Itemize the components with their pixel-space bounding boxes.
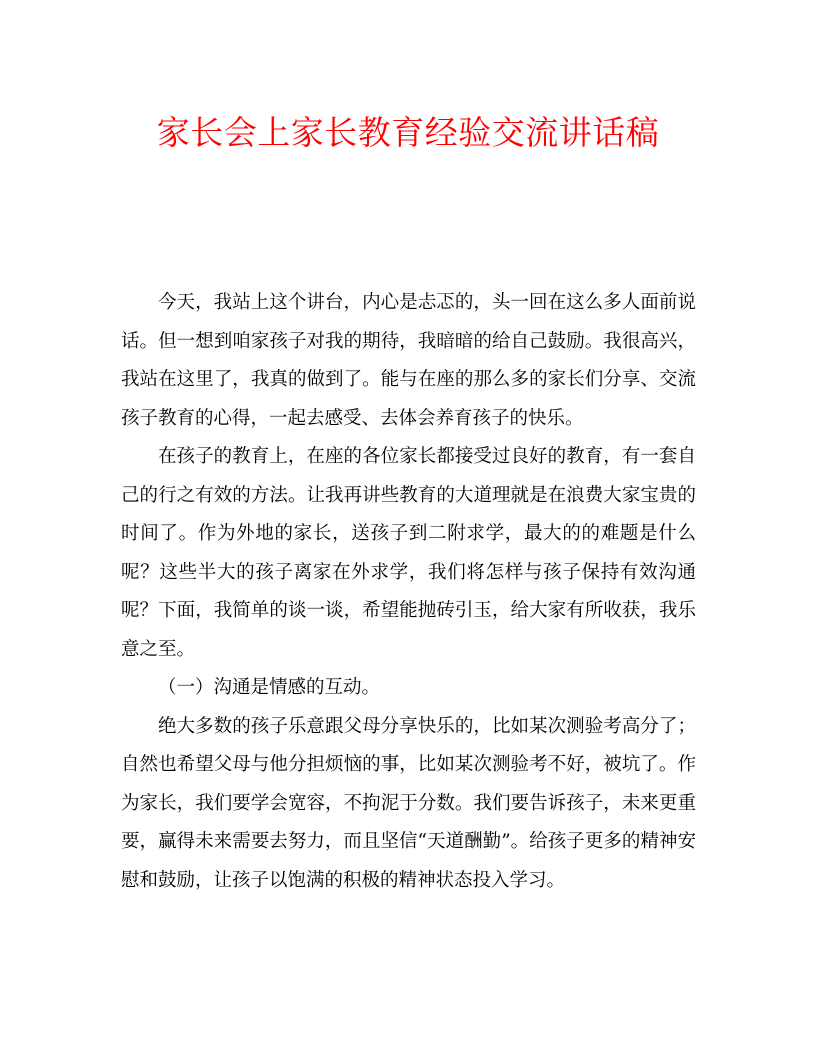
paragraph-communication: 绝大多数的孩子乐意跟父母分享快乐的，比如某次测验考高分了；自然也希望父母与他分担烦恼的事，比如某次测验考不好，被坑了。作为家长，我们要学会宽容，不拘泥于分数。我们要告诉孩子，未来更重要，赢得未来需要去努力，而且坚信“天道酬勤”。给孩子更多的精神安慰和鼓励，让孩子以饱满的积极的精神状态投入学习。 <box>121 715 696 891</box>
paragraph-methods: 在孩子的教育上，在座的各位家长都接受过良好的教育，有一套自己的行之有效的方法。让我再讲些教育的大道理就是在浪费大家宝贵的时间了。作为外地的家长，送孩子到二附求学，最大的的难题是什么呢？这些半大的孩子离家在外求学，我们将怎样与孩子保持有效沟通呢？下面，我简单的谈一谈，希望能抛砖引玉，给大家有所收获，我乐意之至。 <box>121 446 696 660</box>
paragraph-intro: 今天，我站上这个讲台，内心是忐忑的，头一回在这么多人面前说话。但一想到咱家孩子对我的期待，我暗暗的给自己鼓励。我很高兴，我站在这里了，我真的做到了。能与在座的那么多的家长们分享、交流孩子教育的心得，一起去感受、去体会养育孩子的快乐。 <box>121 292 696 429</box>
section-heading-communication: （一）沟通是情感的互动。 <box>158 677 381 698</box>
document-body <box>121 284 696 900</box>
document-title: 家长会上家长教育经验交流讲话稿 <box>156 113 660 152</box>
